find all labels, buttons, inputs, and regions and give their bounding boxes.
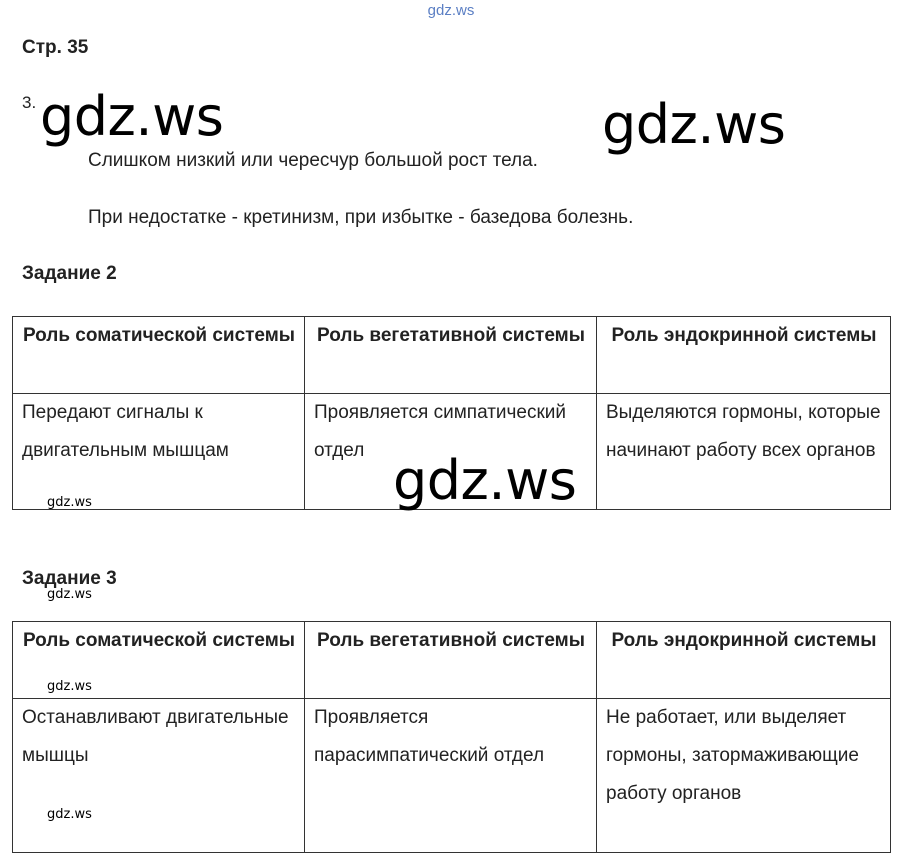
task2-header-vegetative: Роль вегетативной системы	[305, 317, 597, 394]
task3-cell-endocrine: Не работает, или выделяет гормоны, затормаживающие работу органов	[597, 699, 891, 853]
watermark-large: gdz.ws	[602, 93, 786, 156]
task3-cell-somatic: Останавливают двигательные мышцы	[13, 699, 305, 853]
task3-header-somatic: Роль соматической системы	[13, 622, 305, 699]
task2-cell-vegetative: Проявляется симпатический отдел	[305, 394, 597, 510]
watermark-small: gdz.ws	[47, 807, 92, 822]
top-watermark: gdz.ws	[427, 2, 475, 19]
task3-header-row	[13, 622, 891, 699]
answer-paragraph-2: При недостатке - кретинизм, при избытке - базедова болезнь.	[88, 207, 634, 228]
task2-header-endocrine: Роль эндокринной системы	[597, 317, 891, 394]
item-number: 3.	[22, 93, 37, 112]
task2-cell-somatic: Передают сигналы к двигательным мышцам	[13, 394, 305, 510]
watermark-small: gdz.ws	[47, 679, 92, 694]
task2-header-row	[13, 317, 891, 394]
watermark-small: gdz.ws	[47, 587, 92, 602]
page-label: Стр. 35	[22, 37, 89, 58]
watermark-small: gdz.ws	[47, 495, 92, 510]
answer-paragraph-1: Слишком низкий или чересчур большой рост тела.	[88, 150, 538, 171]
watermark-large: gdz.ws	[393, 449, 577, 512]
task2-header-somatic: Роль соматической системы	[13, 317, 305, 394]
watermark-large: gdz.ws	[40, 85, 224, 148]
task3-cell-vegetative: Проявляется парасимпатический отдел	[305, 699, 597, 853]
task2-cell-endocrine: Выделяются гормоны, которые начинают работу всех органов	[597, 394, 891, 510]
task2-heading: Задание 2	[22, 263, 117, 284]
task3-table	[12, 621, 891, 853]
task3-header-vegetative: Роль вегетативной системы	[305, 622, 597, 699]
task3-body-row	[13, 699, 891, 853]
task3-header-endocrine: Роль эндокринной системы	[597, 622, 891, 699]
task3-heading: Задание 3	[22, 568, 117, 589]
